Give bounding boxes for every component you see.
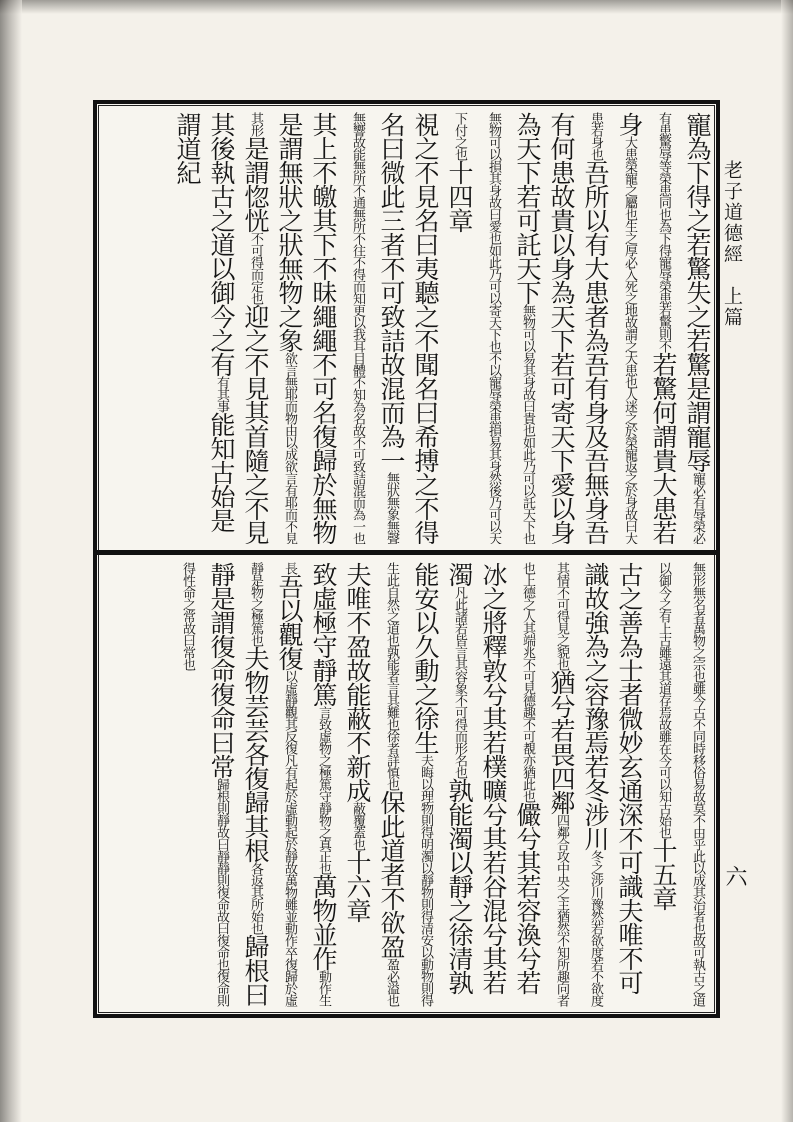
main-text: 猶兮若畏四鄰 <box>547 670 576 814</box>
main-text: 視之不見名曰夷聽之不聞名曰希搏之不得名曰微此三者不可致詰故混而為一 <box>377 112 440 544</box>
commentary-text: 動作生長 <box>282 562 331 1006</box>
lower-text-block <box>104 562 714 1010</box>
page-edge-shadow-top <box>0 0 793 14</box>
main-text: 夫物芸芸各復歸其根 <box>241 646 270 862</box>
register-divider <box>97 550 716 555</box>
commentary-text: 無狀無象無聲無響故能無所不通無所不往不得而知更以我耳目體不知為名故不可致詰混而為一也 <box>350 112 399 544</box>
chapter-heading: 十四章 <box>445 160 474 232</box>
running-head: 老子道德經 上篇 <box>721 160 743 328</box>
commentary-text: 冬之涉川豫然若欲度若不欲度其情不可得見之貌也 <box>554 562 603 1006</box>
commentary-text: 欲言無耶而物由以成欲言有耶而不見其形 <box>248 112 297 544</box>
main-text: 夫唯不盈故能蔽不新成 <box>343 562 372 802</box>
main-text: 萬物並作 <box>309 874 338 970</box>
main-text: 寵為下得之若驚失之若驚是謂寵辱 <box>683 112 712 472</box>
commentary-text: 大患榮寵之屬也生之厚必入死之地故謂之大患也人迷之於榮寵返之於身故曰大患若身也 <box>588 112 637 544</box>
commentary-text: 蔽覆蓋也 <box>350 802 365 850</box>
main-text: 若驚何謂貴大患若身 <box>615 112 678 544</box>
commentary-text: 夫晦以理物則得明濁以靜物則得清安以動物則得生此自然之道也孰能者言其難也徐者詳慎也 <box>384 562 433 1006</box>
main-text: 迎之不見其首隨之不見其後執古之道以御今之有 <box>207 112 270 544</box>
commentary-text: 無形無名者萬物之宗也雖今古不同時移俗易故莫不由乎此以成其治者也故可執古之道以御今之有上古雖遠其道存焉故雖在今可以知古始也 <box>656 562 705 1006</box>
main-text: 吾所以有大患者為吾有身及吾無身吾有何患故貴以身為天下若可寄天下愛以身為天下若可託天下 <box>513 112 610 544</box>
commentary-text: 言致虛物之極篤守靜物之真正也 <box>316 706 331 874</box>
commentary-text: 以虛靜觀其反復凡有起於虛動起於靜故萬物雖並動作卒復歸於虛靜是物之極篤也 <box>248 562 297 1006</box>
main-text: 古之善為士者微妙玄通深不可識夫唯不可識故強為之容豫焉若冬涉川 <box>581 562 644 994</box>
commentary-text: 寵必有辱榮必有患驚辱等榮患同也為下得寵辱榮患若驚則不 <box>656 112 705 544</box>
commentary-text: 有其事 <box>214 376 229 412</box>
commentary-text: 歸根則靜故曰靜靜則復命故曰復命也復命則得性命之常故曰常也 <box>180 562 229 1006</box>
main-text: 保此道者不欲盈 <box>377 790 406 958</box>
main-text: 儼兮其若容渙兮若冰之將釋敦兮其若樸曠兮其若谷混兮其若濁 <box>445 562 542 994</box>
commentary-text: 盈必溢也 <box>384 958 399 1006</box>
commentary-text: 無物可以易其身故曰貴也如此乃可以託天下也無物可以損其身故曰愛也如此乃可以寄天下也不以寵辱榮患損易其身然後乃可以天下付之也 <box>452 112 535 544</box>
upper-text-block <box>104 112 714 544</box>
main-text: 能知古始是謂道紀 <box>173 112 236 532</box>
page-edge-shadow-right <box>781 0 793 1122</box>
main-text: 是謂惚恍 <box>241 136 270 232</box>
main-text: 孰能濁以靜之徐清孰能安以久動之徐生 <box>411 562 474 994</box>
main-text: 其上不皦其下不昧繩繩不可名復歸於無物是謂無狀之狀無物之象 <box>275 112 338 544</box>
commentary-text: 四鄰合攻中央之主猶然不知所趣向者也上德之人其端兆不可見德趣不可覩亦猶此也 <box>520 562 569 1006</box>
main-text: 吾以觀復 <box>275 574 304 670</box>
commentary-text: 各返其所始也 <box>248 862 263 934</box>
chapter-heading: 十六章 <box>343 850 372 922</box>
commentary-text: 不可得而定也 <box>248 232 263 304</box>
main-text: 歸根曰靜是謂復命復命曰常 <box>207 562 270 1006</box>
folio-number: 六 <box>722 865 747 887</box>
page-edge-shadow-left <box>0 0 22 1122</box>
chapter-heading: 十五章 <box>649 838 678 910</box>
main-text: 致虛極守靜篤 <box>309 562 338 706</box>
commentary-text: 凡此諸若皆言其容象不可得而形名也 <box>452 586 467 778</box>
